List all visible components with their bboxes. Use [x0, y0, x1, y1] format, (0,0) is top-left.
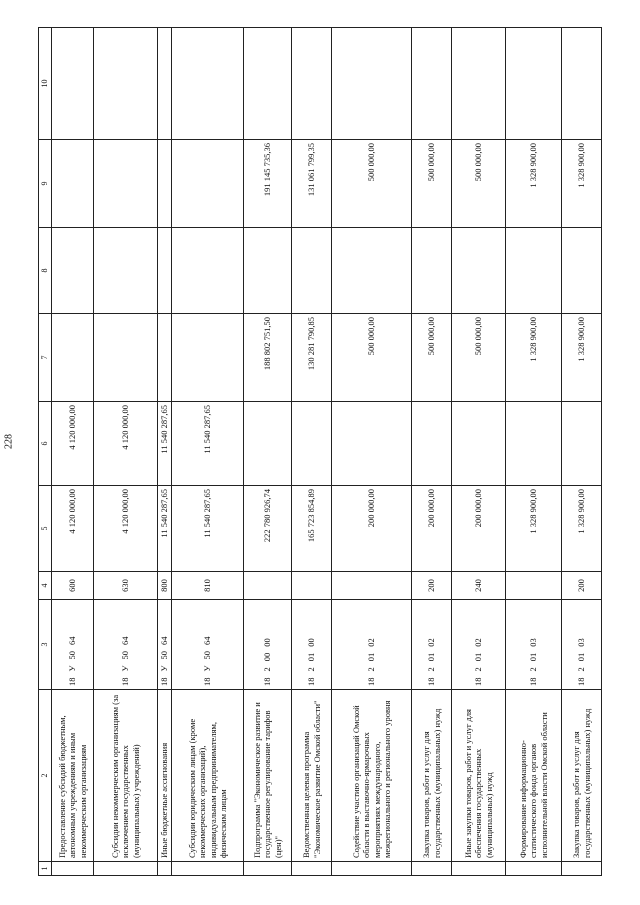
row-amount-c5: 200 000,00 [332, 486, 412, 572]
code-part: У [120, 665, 131, 672]
row-amount-c5: 4 120 000,00 [52, 486, 94, 572]
row-amount-c7 [158, 314, 172, 402]
row-amount-c5: 222 780 926,74 [244, 486, 292, 572]
row-expense-type [506, 572, 562, 600]
table-row [52, 28, 94, 876]
row-amount-c8 [562, 228, 602, 314]
code-part: У [202, 665, 213, 672]
code-part: 18 [120, 677, 131, 686]
row-name: Содействие участию организаций Омской области в выставочно-ярмарочных мероприятиях международного, межрегионального и регионального уровня [332, 690, 412, 862]
row-name: Подпрограмма "Экономическое развитие и государственное регулирование тарифов (цен)" [244, 690, 292, 862]
row-code [158, 600, 172, 690]
code-part: 01 [306, 652, 317, 662]
row-name: Закупка товаров, работ и услуг для государственных (муниципальных) нужд [562, 690, 602, 862]
row-amount-c5: 200 000,00 [412, 486, 452, 572]
code-part: 64 [202, 636, 213, 645]
row-amount-c5: 11 540 287,65 [172, 486, 244, 572]
row-amount-c9 [172, 140, 244, 228]
code-part: 18 [473, 677, 484, 686]
row-code [244, 600, 292, 690]
row-amount-c10 [52, 28, 94, 140]
row-code [52, 600, 94, 690]
row-amount-c6: 4 120 000,00 [52, 402, 94, 486]
row-amount-c10 [562, 28, 602, 140]
row-amount-c5: 200 000,00 [452, 486, 506, 572]
code-part: У [67, 665, 78, 672]
column-header-9: 9 [39, 140, 52, 228]
row-number-cell [52, 862, 94, 876]
row-amount-c7: 130 281 790,85 [292, 314, 332, 402]
code-part: 03 [528, 638, 539, 647]
code-part: 50 [159, 650, 170, 660]
row-expense-type: 810 [172, 572, 244, 600]
row-amount-c7: 500 000,00 [412, 314, 452, 402]
row-name: Иные закупки товаров, работ и услуг для обеспечения государственных (муниципальных) нужд [452, 690, 506, 862]
code-part: 18 [202, 677, 213, 686]
code-part: 01 [528, 652, 539, 662]
row-number-cell [506, 862, 562, 876]
row-expense-type: 200 [412, 572, 452, 600]
column-header-10: 10 [39, 28, 52, 140]
row-amount-c7: 1 328 900,00 [506, 314, 562, 402]
table-row [452, 28, 506, 876]
row-amount-c6 [506, 402, 562, 486]
row-amount-c9: 500 000,00 [332, 140, 412, 228]
row-expense-type: 200 [562, 572, 602, 600]
column-header-8: 8 [39, 228, 52, 314]
row-amount-c6 [562, 402, 602, 486]
budget-table [38, 27, 602, 876]
row-amount-c9 [94, 140, 158, 228]
row-amount-c10 [452, 28, 506, 140]
row-amount-c7 [52, 314, 94, 402]
column-header-6: 6 [39, 402, 52, 486]
row-amount-c8 [452, 228, 506, 314]
row-expense-type: 240 [452, 572, 506, 600]
code-part: 02 [473, 638, 484, 647]
row-code [292, 600, 332, 690]
code-part: 01 [426, 652, 437, 662]
table-row [94, 28, 158, 876]
table-body [52, 28, 602, 876]
code-part: 18 [306, 677, 317, 686]
code-part: 18 [366, 677, 377, 686]
row-number-cell [94, 862, 158, 876]
row-amount-c6 [244, 402, 292, 486]
row-amount-c6 [292, 402, 332, 486]
code-part: 2 [473, 667, 484, 672]
row-amount-c5: 11 540 287,65 [158, 486, 172, 572]
row-amount-c9: 1 328 900,00 [562, 140, 602, 228]
row-amount-c8 [412, 228, 452, 314]
code-part: 02 [426, 638, 437, 647]
row-amount-c7: 500 000,00 [332, 314, 412, 402]
code-part: 2 [426, 667, 437, 672]
code-part: 00 [306, 638, 317, 647]
table-row [158, 28, 172, 876]
row-name: Ведомственная целевая программа "Экономическое развитие Омской области" [292, 690, 332, 862]
row-amount-c8 [292, 228, 332, 314]
row-number-cell [158, 862, 172, 876]
row-number-cell [292, 862, 332, 876]
code-part: 01 [366, 652, 377, 662]
row-amount-c6: 11 540 287,65 [172, 402, 244, 486]
row-amount-c10 [332, 28, 412, 140]
table-row [506, 28, 562, 876]
code-part: 01 [576, 652, 587, 662]
row-name: Субсидии некоммерческим организациям (за исключением государственных (муниципальных) учреждений) [94, 690, 158, 862]
code-part: 00 [262, 652, 273, 662]
row-amount-c8 [332, 228, 412, 314]
row-amount-c5: 1 328 900,00 [506, 486, 562, 572]
row-code [412, 600, 452, 690]
row-expense-type [332, 572, 412, 600]
row-amount-c8 [52, 228, 94, 314]
code-part: 64 [67, 636, 78, 645]
row-amount-c9: 131 061 799,35 [292, 140, 332, 228]
table-row [244, 28, 292, 876]
code-part: 18 [576, 677, 587, 686]
code-part: 2 [528, 667, 539, 672]
row-amount-c10 [158, 28, 172, 140]
column-header-3: 3 [39, 600, 52, 690]
code-part: 18 [262, 677, 273, 686]
row-amount-c9 [52, 140, 94, 228]
header-row [39, 28, 52, 876]
code-part: 01 [473, 652, 484, 662]
code-part: 18 [67, 677, 78, 686]
row-code [452, 600, 506, 690]
row-code [506, 600, 562, 690]
row-name: Закупка товаров, работ и услуг для государственных (муниципальных) нужд [412, 690, 452, 862]
row-amount-c6 [412, 402, 452, 486]
row-amount-c8 [158, 228, 172, 314]
row-amount-c10 [244, 28, 292, 140]
column-header-5: 5 [39, 486, 52, 572]
row-amount-c9: 500 000,00 [452, 140, 506, 228]
row-amount-c5: 165 723 854,89 [292, 486, 332, 572]
row-amount-c6 [332, 402, 412, 486]
row-number-cell [562, 862, 602, 876]
code-part: 2 [306, 667, 317, 672]
row-amount-c10 [506, 28, 562, 140]
row-amount-c9: 191 145 735,36 [244, 140, 292, 228]
code-part: 18 [528, 677, 539, 686]
row-amount-c7: 188 802 751,50 [244, 314, 292, 402]
row-name: Предоставление субсидий бюджетным, автономным учреждениям и иным некоммерческим организациям [52, 690, 94, 862]
page-number: 228 [3, 434, 15, 449]
code-part: 2 [576, 667, 587, 672]
table-row [412, 28, 452, 876]
column-header-2: 2 [39, 690, 52, 862]
code-part: 64 [159, 636, 170, 645]
row-name: Иные бюджетные ассигнования [158, 690, 172, 862]
row-amount-c6 [452, 402, 506, 486]
row-number-cell [332, 862, 412, 876]
column-header-4: 4 [39, 572, 52, 600]
row-amount-c7: 500 000,00 [452, 314, 506, 402]
row-expense-type [244, 572, 292, 600]
column-header-1: 1 [39, 862, 52, 876]
row-name: Субсидии юридическим лицам (кроме некоммерческих организаций), индивидуальным предпринимателям, физическим лицам [172, 690, 244, 862]
row-amount-c8 [244, 228, 292, 314]
row-amount-c9: 500 000,00 [412, 140, 452, 228]
row-number-cell [412, 862, 452, 876]
row-amount-c10 [412, 28, 452, 140]
row-amount-c5: 1 328 900,00 [562, 486, 602, 572]
row-amount-c10 [292, 28, 332, 140]
code-part: 50 [120, 650, 131, 660]
code-part: 2 [366, 667, 377, 672]
row-amount-c7: 1 328 900,00 [562, 314, 602, 402]
row-number-cell [452, 862, 506, 876]
code-part: 00 [262, 638, 273, 647]
code-part: 2 [262, 667, 273, 672]
row-amount-c10 [94, 28, 158, 140]
table-row [172, 28, 244, 876]
row-code [562, 600, 602, 690]
row-code [332, 600, 412, 690]
code-part: 18 [426, 677, 437, 686]
code-part: 03 [576, 638, 587, 647]
row-name: Формирование информационно-статистического фонда органов исполнительной власти Омской области [506, 690, 562, 862]
row-amount-c9 [158, 140, 172, 228]
row-number-cell [244, 862, 292, 876]
code-part: 02 [366, 638, 377, 647]
table-row [292, 28, 332, 876]
code-part: У [159, 665, 170, 672]
table-row [332, 28, 412, 876]
row-amount-c6: 11 540 287,65 [158, 402, 172, 486]
row-amount-c8 [506, 228, 562, 314]
row-amount-c7 [94, 314, 158, 402]
row-code [94, 600, 158, 690]
row-expense-type: 800 [158, 572, 172, 600]
row-amount-c10 [172, 28, 244, 140]
row-amount-c6: 4 120 000,00 [94, 402, 158, 486]
code-part: 18 [159, 677, 170, 686]
table-row [562, 28, 602, 876]
code-part: 50 [67, 650, 78, 660]
column-header-7: 7 [39, 314, 52, 402]
code-part: 64 [120, 636, 131, 645]
row-expense-type: 600 [52, 572, 94, 600]
row-amount-c9: 1 328 900,00 [506, 140, 562, 228]
rotated-table-page [38, 28, 602, 876]
row-amount-c8 [94, 228, 158, 314]
row-expense-type [292, 572, 332, 600]
row-expense-type: 630 [94, 572, 158, 600]
row-code [172, 600, 244, 690]
row-amount-c5: 4 120 000,00 [94, 486, 158, 572]
code-part: 50 [202, 650, 213, 660]
row-amount-c8 [172, 228, 244, 314]
row-amount-c7 [172, 314, 244, 402]
row-number-cell [172, 862, 244, 876]
